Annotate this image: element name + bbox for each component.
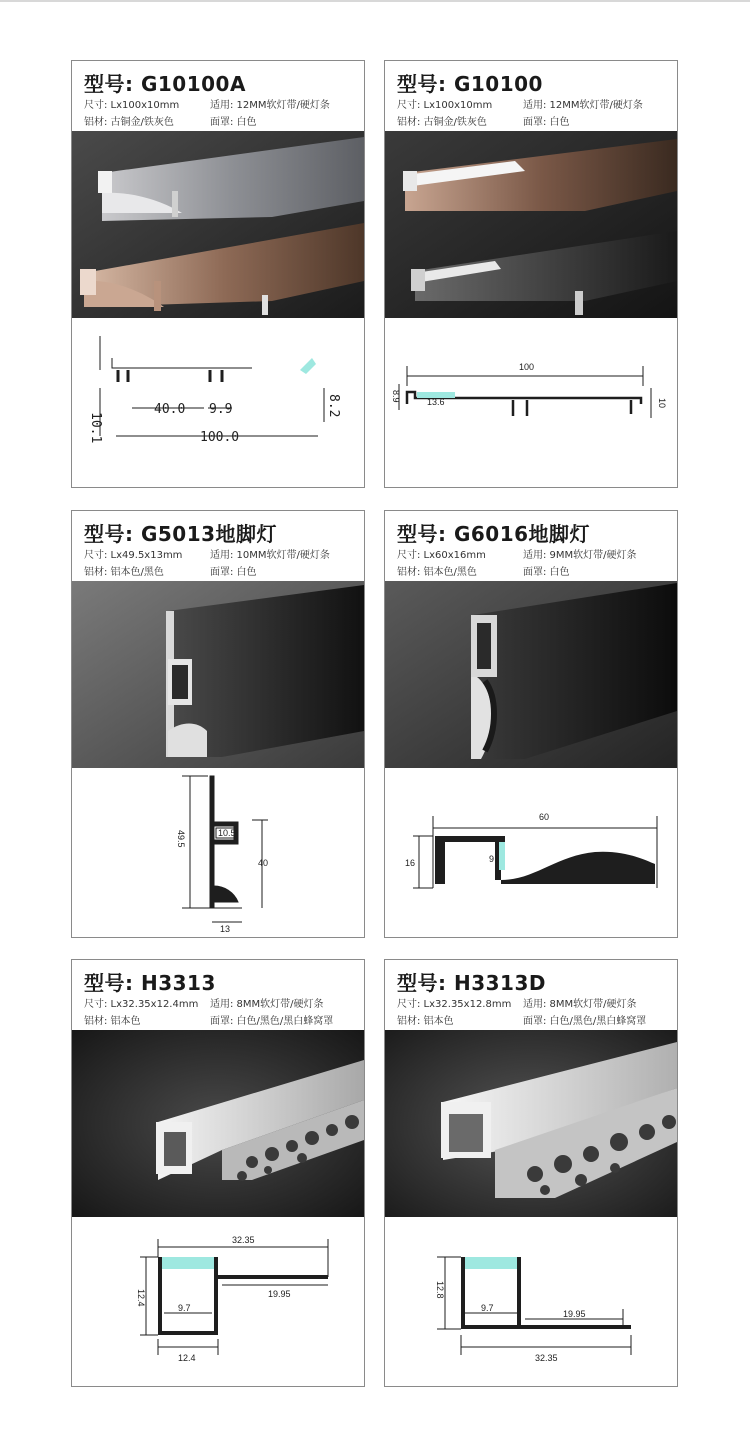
technical-drawing	[385, 768, 677, 937]
product-use: 适用: 12MM软灯带/硬灯条	[523, 100, 643, 111]
product-material: 铝材: 古铜金/铁灰色	[397, 117, 487, 128]
product-card-g5013	[71, 510, 365, 938]
product-size: 尺寸: Lx60x16mm	[397, 550, 486, 561]
product-material: 铝材: 铝本色/黑色	[84, 567, 164, 578]
dimension-label: 19.95	[268, 1289, 291, 1299]
product-title: 型号: G6016地脚灯	[397, 522, 591, 546]
dimension-label: 9.7	[178, 1303, 191, 1313]
dimension-label: 13	[220, 924, 231, 934]
dimension-label: 49.5	[176, 830, 186, 848]
product-cover: 面罩: 白色	[523, 117, 570, 128]
product-header	[385, 960, 677, 1030]
technical-drawing	[72, 1217, 364, 1386]
product-card-g10100	[384, 60, 678, 488]
product-size: 尺寸: Lx32.35x12.4mm	[84, 999, 199, 1010]
dimension-label: 60	[539, 812, 550, 822]
product-card-g6016	[384, 510, 678, 938]
product-cover: 面罩: 白色/黑色/黑白蜂窝罩	[523, 1016, 647, 1027]
dimension-label: 40	[258, 858, 269, 868]
dimension-label: 32.35	[535, 1353, 558, 1363]
product-title: 型号: H3313	[84, 971, 216, 995]
dimension-label: 32.35	[232, 1235, 255, 1245]
dimension-label: 12.4	[136, 1289, 146, 1307]
dimension-label: 13.6	[427, 397, 445, 407]
technical-drawing	[72, 318, 364, 487]
product-material: 铝材: 古铜金/铁灰色	[84, 117, 174, 128]
product-header	[385, 511, 677, 581]
technical-drawing	[385, 318, 677, 487]
product-cover: 面罩: 白色	[210, 117, 257, 128]
product-title: 型号: G5013地脚灯	[84, 522, 278, 546]
product-use: 适用: 8MM软灯带/硬灯条	[523, 999, 637, 1010]
dimension-label: 100	[519, 362, 535, 372]
dimension-label: 100.0	[200, 430, 240, 445]
product-photo	[72, 131, 364, 318]
dimension-label: 8.9	[391, 390, 401, 403]
top-divider-line	[0, 0, 750, 2]
product-size: 尺寸: Lx49.5x13mm	[84, 550, 183, 561]
dimension-label: 10.5	[218, 828, 236, 838]
product-photo	[72, 581, 364, 768]
product-card-h3313	[71, 959, 365, 1387]
product-cover: 面罩: 白色	[523, 567, 570, 578]
product-card-g10100a	[71, 60, 365, 488]
technical-drawing	[72, 768, 364, 937]
dimension-label: 19.95	[563, 1309, 586, 1319]
product-photo	[72, 1030, 364, 1217]
product-photo	[385, 1030, 677, 1217]
product-title: 型号: G10100A	[84, 72, 246, 96]
product-photo	[385, 581, 677, 768]
product-size: 尺寸: Lx100x10mm	[397, 100, 493, 111]
product-title: 型号: H3313D	[397, 971, 546, 995]
dimension-label: 16	[405, 858, 416, 868]
product-use: 适用: 9MM软灯带/硬灯条	[523, 550, 637, 561]
product-header	[72, 511, 364, 581]
product-title: 型号: G10100	[397, 72, 543, 96]
product-use: 适用: 12MM软灯带/硬灯条	[210, 100, 330, 111]
product-material: 铝材: 铝本色	[397, 1016, 454, 1027]
product-header	[72, 61, 364, 131]
dimension-label: 9.9	[209, 402, 233, 417]
dimension-label: 10	[657, 398, 667, 409]
product-card-h3313d	[384, 959, 678, 1387]
technical-drawing	[385, 1217, 677, 1386]
product-size: 尺寸: Lx100x10mm	[84, 100, 180, 111]
dimension-label: 9	[489, 854, 495, 864]
product-material: 铝材: 铝本色/黑色	[397, 567, 477, 578]
product-material: 铝材: 铝本色	[84, 1016, 141, 1027]
dimension-label: 8.2	[326, 394, 341, 418]
product-header	[385, 61, 677, 131]
product-use: 适用: 8MM软灯带/硬灯条	[210, 999, 324, 1010]
product-cover: 面罩: 白色	[210, 567, 257, 578]
dimension-label: 10.1	[88, 412, 103, 444]
product-cover: 面罩: 白色/黑色/黑白蜂窝罩	[210, 1016, 334, 1027]
product-photo	[385, 131, 677, 318]
dimension-label: 12.8	[435, 1281, 445, 1299]
product-use: 适用: 10MM软灯带/硬灯条	[210, 550, 330, 561]
product-header	[72, 960, 364, 1030]
product-size: 尺寸: Lx32.35x12.8mm	[397, 999, 512, 1010]
dimension-label: 12.4	[178, 1353, 196, 1363]
dimension-label: 9.7	[481, 1303, 494, 1313]
dimension-label: 40.0	[154, 402, 186, 417]
